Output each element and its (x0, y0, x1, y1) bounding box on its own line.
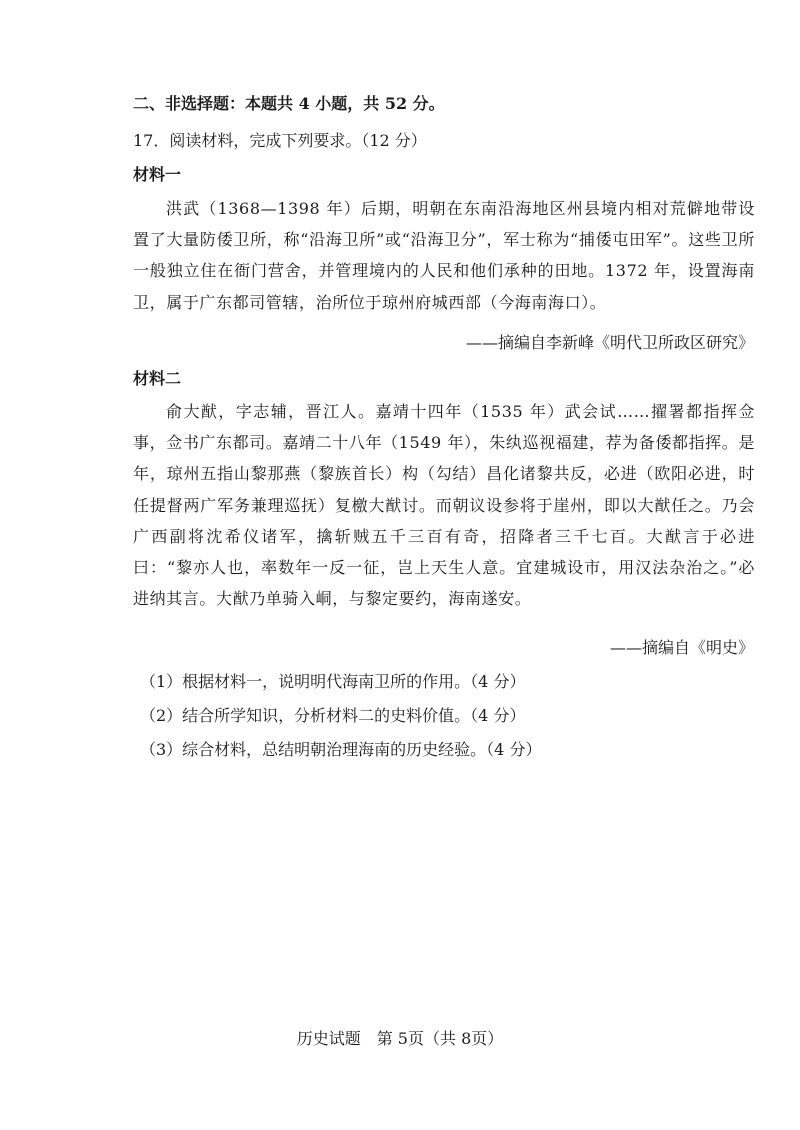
material-2-text: 俞大猷，字志辅，晋江人。嘉靖十四年（1535 年）武会试……擢署都指挥佥事，佥书广东都司。嘉靖二十八年（1549 年），朱纨巡视福建，荐为备倭都指挥。是年，琼州五指山黎那燕（黎族首长）构（勾结）昌化诸黎共反，必进（欧阳必进，时任提督两广军务兼理巡抚）复檄大猷讨。而朝议设参将于崖州，即以大猷任之。乃会广西副将沈希仪诸军，擒斩贼五千三百有奇，招降者三千七百。大猷言于必进曰：“黎亦人也，率数年一反一征，岂上天生人意。宜建城设市，用汉法杂治之。”必进纳其言。大猷乃单骑入峒，与黎定要约，海南遂安。 (133, 402, 755, 609)
material-1-label: 材料一 (133, 165, 182, 184)
material-1-text: 洪武（1368—1398 年）后期，明朝在东南沿海地区州县境内相对荒僻地带设置了大量防倭卫所，称“沿海卫所”或“沿海卫分”，军士称为“捕倭屯田军”。这些卫所一般独立住在衙门营舍，并管理境内的人民和他们承种的田地。1372 年，设置海南卫，属于广东都司管辖，治所位于琼州府城西部（今海南海口）。 (133, 199, 755, 312)
page-footer: 历史试题 第 5页（共 8页） (296, 1029, 504, 1048)
section-heading: 二、非选择题：本题共 4 小题，共 52 分。 (133, 94, 445, 113)
subquestion-2: （2）结合所学知识，分析材料二的史料价值。（4 分） (140, 706, 526, 725)
material-2-label: 材料二 (133, 369, 182, 388)
subquestion-3: （3）综合材料，总结明朝治理海南的历史经验。（4 分） (140, 740, 542, 759)
subquestion-1: （1）根据材料一，说明明代海南卫所的作用。（4 分） (140, 672, 526, 691)
material-2-source: ——摘编自《明史》 (609, 638, 754, 657)
material-1-source: ——摘编自李新峰《明代卫所政区研究》 (465, 333, 754, 352)
question-stem: 17．阅读材料，完成下列要求。（12 分） (133, 131, 427, 150)
